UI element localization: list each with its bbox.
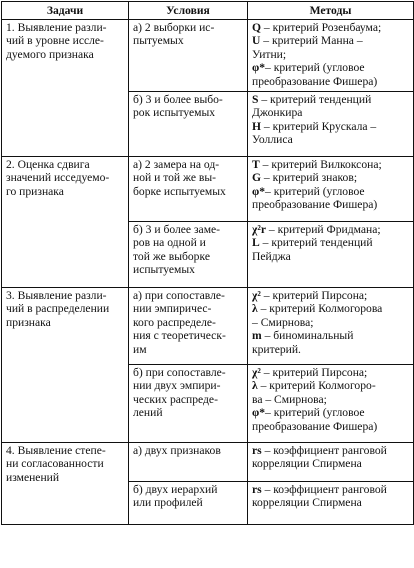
method-text: корреляции Спирмена: [252, 496, 362, 510]
condition-cell: [129, 20, 248, 92]
task-line: 1. Выявление разли-: [6, 21, 107, 34]
task-line: дуемого признака: [6, 47, 94, 61]
condition-cell: [129, 92, 248, 157]
method-text: – критерий Фридмана;: [265, 223, 381, 236]
criterion-symbol: T: [252, 158, 260, 171]
method-line: [252, 223, 409, 236]
criterion-symbol: χ²: [252, 366, 261, 379]
method-line: [252, 420, 409, 433]
condition-line: б) 3 и более заме-: [133, 223, 221, 236]
method-line: [252, 75, 409, 88]
methods-cell: [248, 20, 414, 92]
table-row: [2, 288, 414, 365]
condition-cell: [129, 365, 248, 443]
condition-line: нии эмпиричес-: [133, 302, 212, 316]
method-text: – критерий (угловое: [265, 61, 365, 75]
task-line: 2. Оценка сдвига: [6, 158, 90, 171]
task-line: го признака: [6, 184, 64, 198]
criterion-symbol: χ²: [252, 289, 261, 302]
condition-line: б) двух иерархий: [133, 483, 218, 496]
table-row: [2, 443, 414, 482]
condition-line: б) при сопоставле-: [133, 366, 226, 379]
method-line: [252, 457, 409, 470]
method-text: – коэффициент ранговой: [261, 444, 387, 457]
methods-table: [1, 1, 414, 525]
header-tasks: Задачи: [2, 2, 129, 20]
method-text: – критерий Крускала –: [261, 119, 377, 133]
method-text: ва – Смирнова;: [252, 392, 327, 406]
condition-line: б) 3 и более выбо-: [133, 93, 223, 106]
condition-line: а) 2 выборки ис-: [133, 21, 215, 34]
method-line: [252, 444, 409, 457]
condition-line: той же выборке: [133, 249, 210, 263]
table-row: [2, 20, 414, 92]
method-line: [252, 48, 409, 61]
condition-line: а) двух признаков: [133, 444, 221, 457]
methods-cell: [248, 365, 414, 443]
method-line: [252, 171, 409, 184]
task-line: значений исседуемо-: [6, 171, 110, 185]
task-line: изменений: [6, 470, 60, 484]
method-text: Уитни;: [252, 47, 287, 61]
method-text: Уоллиса: [252, 133, 293, 147]
method-text: – биноминальный: [261, 329, 354, 343]
condition-line: а) при сопоставле-: [133, 289, 225, 302]
task-cell: [2, 20, 129, 157]
task-cell: [2, 157, 129, 288]
methods-cell: [248, 288, 414, 365]
criterion-symbol: χ²r: [252, 223, 266, 236]
method-line: [252, 393, 409, 406]
method-line: [252, 21, 409, 34]
method-line: [252, 93, 409, 106]
task-cell: [2, 443, 129, 525]
criterion-symbol: φ*: [252, 61, 266, 75]
condition-line: а) 2 замера на од-: [133, 158, 220, 171]
method-line: [252, 198, 409, 211]
criterion-symbol: rs: [252, 444, 262, 457]
method-text: – критерий Колмогоро-: [257, 379, 376, 393]
method-text: – коэффициент ранговой: [261, 483, 387, 496]
header-row: [2, 2, 414, 20]
method-line: [252, 120, 409, 133]
criterion-symbol: rs: [252, 483, 262, 496]
criterion-symbol: Q: [252, 21, 262, 34]
method-line: [252, 316, 409, 329]
condition-line: испытуемых: [133, 263, 195, 277]
method-line: [252, 302, 409, 315]
criterion-symbol: U: [252, 34, 261, 48]
method-line: [252, 34, 409, 47]
criterion-symbol: λ: [252, 302, 258, 316]
method-text: – критерий Колмогорова: [257, 302, 383, 316]
method-text: корреляции Спирмена: [252, 457, 362, 471]
condition-cell: [129, 157, 248, 222]
criterion-symbol: H: [252, 119, 262, 133]
method-line: [252, 406, 409, 419]
methods-cell: [248, 222, 414, 288]
task-line: чий в уровне иссле-: [6, 34, 104, 48]
condition-line: ческих распреде-: [133, 392, 218, 406]
header-conditions: Условия: [129, 2, 248, 20]
method-line: [252, 250, 409, 263]
method-text: – критерий тенденций: [259, 236, 373, 250]
criterion-symbol: λ: [252, 379, 258, 393]
criterion-symbol: φ*: [252, 184, 266, 198]
task-line: чий в распределении: [6, 302, 110, 316]
method-text: – критерий тенденций: [258, 93, 372, 106]
methods-cell: [248, 482, 414, 525]
method-text: – критерий (угловое: [265, 406, 365, 420]
task-cell: [2, 288, 129, 443]
method-line: [252, 379, 409, 392]
methods-cell: [248, 92, 414, 157]
criterion-symbol: G: [252, 171, 262, 185]
condition-line: нии двух эмпири-: [133, 379, 221, 393]
condition-line: ния с теоретическ-: [133, 329, 226, 343]
method-line: [252, 236, 409, 249]
method-text: преобразование Фишера): [252, 419, 378, 433]
method-text: – критерий Вилкоксона;: [259, 158, 382, 171]
method-line: [252, 185, 409, 198]
methods-cell: [248, 443, 414, 482]
method-text: – критерий Манна –: [260, 34, 363, 48]
method-line: [252, 366, 409, 379]
criterion-symbol: S: [252, 93, 259, 106]
method-text: критерий.: [252, 342, 301, 356]
table-row: [2, 157, 414, 222]
method-text: – критерий Пирсона;: [260, 366, 368, 379]
method-line: [252, 289, 409, 302]
method-text: – критерий Розенбаума;: [261, 21, 382, 34]
method-line: [252, 133, 409, 146]
condition-line: лений: [133, 406, 163, 420]
task-line: 3. Выявление разли-: [6, 289, 107, 302]
method-text: – критерий (угловое: [265, 184, 365, 198]
method-line: [252, 483, 409, 496]
condition-cell: [129, 443, 248, 482]
condition-line: борке испытуемых: [133, 184, 226, 198]
task-line: 4. Выявление степе-: [6, 444, 106, 457]
header-methods: Методы: [248, 2, 414, 20]
criterion-symbol: m: [252, 329, 262, 343]
method-line: [252, 106, 409, 119]
condition-line: пытуемых: [133, 34, 184, 48]
condition-cell: [129, 288, 248, 365]
table-body: [2, 20, 414, 525]
condition-line: им: [133, 342, 147, 356]
condition-line: ной и той же вы-: [133, 171, 217, 185]
method-text: – критерий знаков;: [261, 171, 358, 185]
method-text: преобразование Фишера): [252, 74, 378, 88]
methods-cell: [248, 157, 414, 222]
condition-cell: [129, 222, 248, 288]
method-text: преобразование Фишера): [252, 198, 378, 212]
condition-line: рок испытуемых: [133, 106, 216, 120]
method-line: [252, 158, 409, 171]
method-text: – Смирнова;: [252, 315, 314, 329]
criterion-symbol: φ*: [252, 406, 266, 420]
task-line: ни согласованности: [6, 457, 104, 471]
condition-line: ров на одной и: [133, 236, 206, 250]
condition-line: или профилей: [133, 496, 203, 510]
method-text: Пейджа: [252, 249, 291, 263]
criterion-symbol: L: [252, 236, 260, 250]
method-line: [252, 61, 409, 74]
condition-cell: [129, 482, 248, 525]
method-line: [252, 496, 409, 509]
method-line: [252, 343, 409, 356]
method-text: – критерий Пирсона;: [260, 289, 368, 302]
method-text: Джонкира: [252, 106, 303, 120]
condition-line: кого распределе-: [133, 315, 216, 329]
task-line: признака: [6, 315, 51, 329]
method-line: [252, 329, 409, 342]
